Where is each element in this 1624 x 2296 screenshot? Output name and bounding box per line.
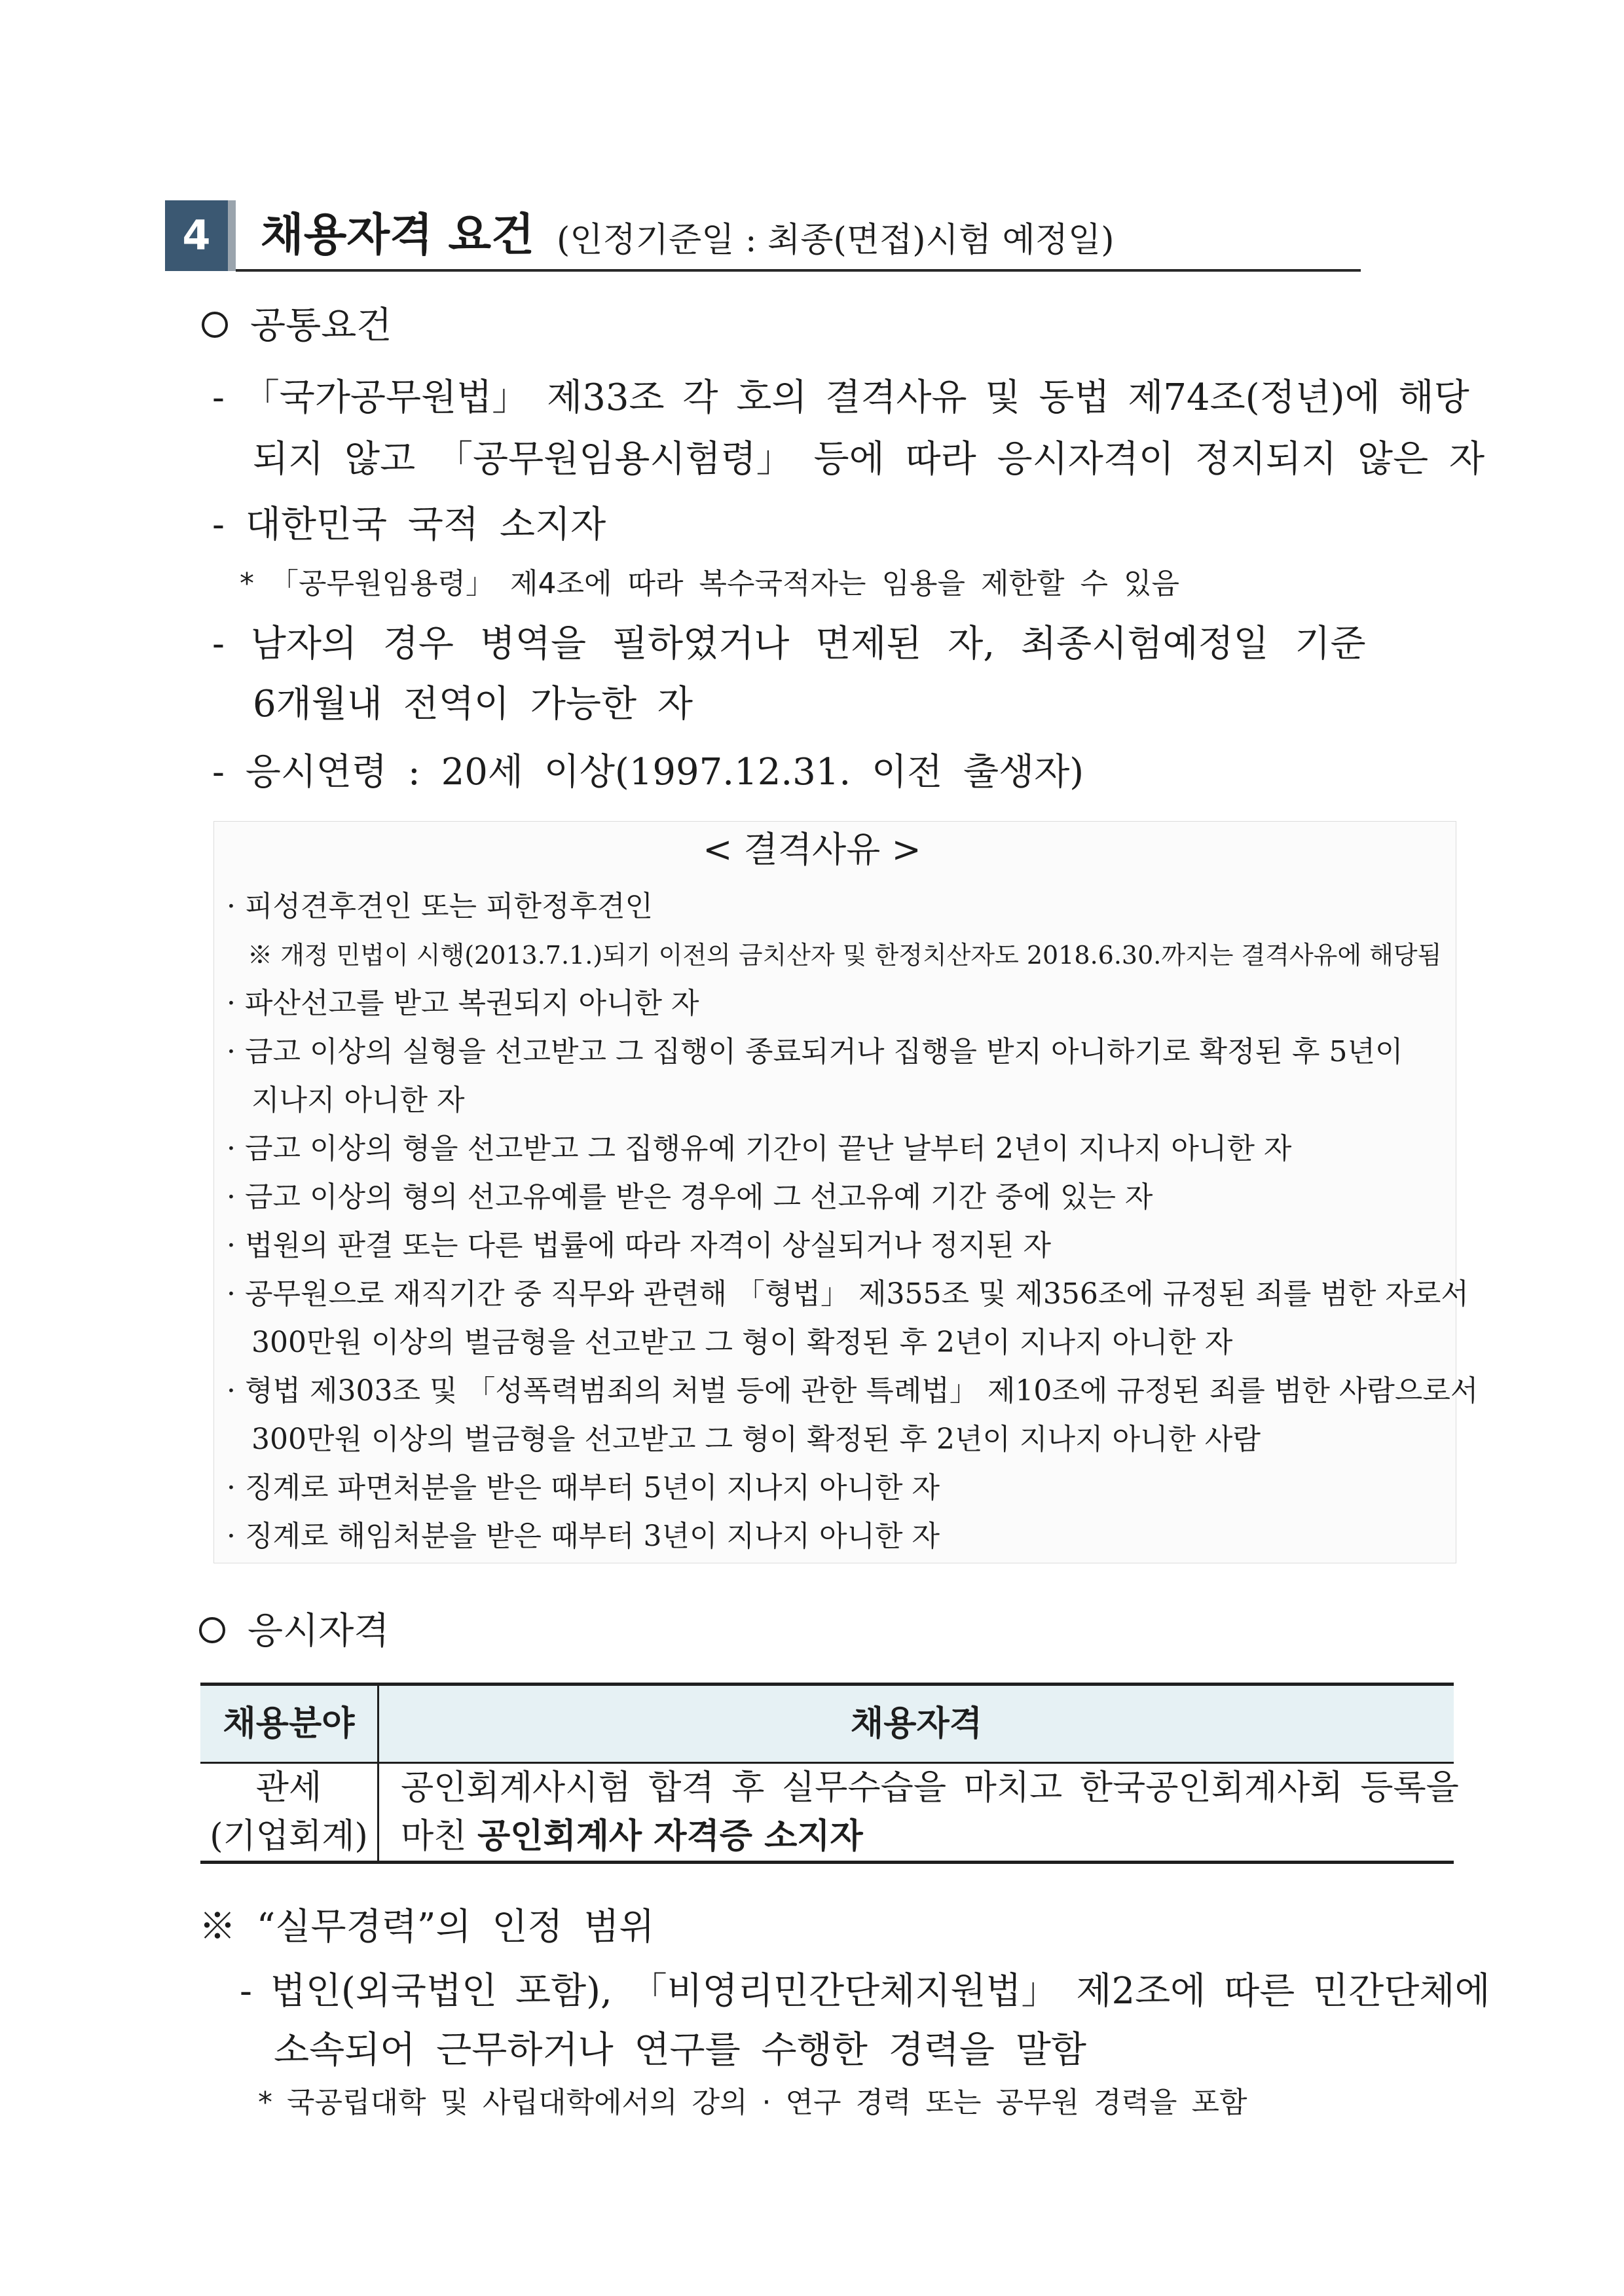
disqualification-line: · 징계로 파면처분을 받은 때부터 5년이 지나지 아니한 자 xyxy=(227,1471,940,1504)
disqualification-line: · 형법 제303조 및 「성폭력범죄의 처벌 등에 관한 특례법」 제10조에 규정된 죄를 범한 사람으로서 xyxy=(227,1374,1479,1408)
table-cell-qualification-line-1: 공인회계사시험 합격 후 실무수습을 마치고 한국공인회계사회 등록을 xyxy=(401,1768,1459,1808)
qualification-plain-text: 마친 xyxy=(401,1817,477,1856)
section-badge-shadow xyxy=(228,200,236,271)
eligibility-heading xyxy=(199,1605,389,1658)
disqualification-line: · 금고 이상의 형의 선고유예를 받은 경우에 그 선고유예 기간 중에 있는 자 xyxy=(227,1180,1153,1214)
common-item-2-note: * 「공무원임용령」 제4조에 따라 복수국적자는 임용을 제한할 수 있음 xyxy=(240,567,1179,600)
circle-bullet-icon xyxy=(199,1617,225,1643)
common-item-1-line-2: 되지 않고 「공무원임용시험령」 등에 따라 응시자격이 정지되지 않은 자 xyxy=(253,438,1485,481)
table-bottom-border xyxy=(200,1861,1454,1864)
experience-line-2: 소속되어 근무하거나 연구를 수행한 경력을 말함 xyxy=(274,2029,1086,2071)
qualification-bold-text: 공인회계사 자격증 소지자 xyxy=(477,1817,863,1856)
common-requirements-heading xyxy=(202,300,392,352)
common-item-2: - 대한민국 국적 소지자 xyxy=(212,503,606,546)
disqualification-line: · 파산선고를 받고 복권되지 아니한 자 xyxy=(227,987,699,1020)
common-item-3-line-1: - 남자의 경우 병역을 필하였거나 면제된 자, 최종시험예정일 기준 xyxy=(212,623,1366,665)
section-number-badge: 4 xyxy=(165,200,228,271)
table-cell-field-line-1: 관세 xyxy=(255,1768,322,1808)
table-cell-qualification-line-2 xyxy=(401,1812,863,1861)
disqualification-line: 지나지 아니한 자 xyxy=(251,1084,465,1117)
common-item-1-line-1: - 「국가공무원법」 제33조 각 호의 결격사유 및 동법 제74조(정년)에 해당 xyxy=(212,376,1469,419)
disqualification-line: 300만원 이상의 벌금형을 선고받고 그 형이 확정된 후 2년이 지나지 아니한 사람 xyxy=(251,1423,1261,1456)
eligibility-heading-text: 응시자격 xyxy=(248,1610,390,1652)
section-subtitle: (인정기준일 : 최종(면접)시험 예정일) xyxy=(557,221,1115,260)
section-title: 채용자격 요건 xyxy=(261,210,534,261)
common-item-3-line-2: 6개월내 전역이 가능한 자 xyxy=(253,683,693,725)
experience-line-1: - 법인(외국법인 포함), 「비영리민간단체지원법」 제2조에 따른 민간단체에 xyxy=(240,1970,1490,2013)
common-item-4: - 응시연령 : 20세 이상(1997.12.31. 이전 출생자) xyxy=(212,751,1084,793)
circle-bullet-icon xyxy=(202,312,228,338)
disqualification-line: · 금고 이상의 실형을 선고받고 그 집행이 종료되거나 집행을 받지 아니하기로 확정된 후 5년이 xyxy=(227,1035,1403,1068)
disqualification-title: < 결격사유 > xyxy=(703,829,921,870)
section-underline xyxy=(236,269,1361,272)
disqualification-line: ※ 개정 민법이 시행(2013.7.1.)되기 이전의 금치산자 및 한정치산자도 2018.6.30.까지는 결격사유에 해당됨 xyxy=(248,941,1442,970)
table-header-qualification: 채용자격 xyxy=(851,1704,982,1743)
table-cell-field-line-2: (기업회계) xyxy=(210,1817,368,1856)
disqualification-line: 300만원 이상의 벌금형을 선고받고 그 형이 확정된 후 2년이 지나지 아니한 자 xyxy=(251,1326,1233,1359)
common-heading-text: 공통요건 xyxy=(250,304,392,347)
experience-heading: ※ “실무경력”의 인정 범위 xyxy=(199,1906,655,1948)
experience-note: * 국공립대학 및 사립대학에서의 강의 · 연구 경력 또는 공무원 경력을 포함 xyxy=(258,2086,1247,2119)
disqualification-line: · 법원의 판결 또는 다른 법률에 따라 자격이 상실되거나 정지된 자 xyxy=(227,1229,1051,1262)
table-header-field: 채용분야 xyxy=(223,1704,355,1743)
disqualification-line: · 금고 이상의 형을 선고받고 그 집행유예 기간이 끝난 날부터 2년이 지나지 아니한 자 xyxy=(227,1132,1292,1165)
disqualification-line: · 피성견후견인 또는 피한정후견인 xyxy=(227,890,653,923)
disqualification-line: · 공무원으로 재직기간 중 직무와 관련해 「형법」 제355조 및 제356조에 규정된 죄를 범한 자로서 xyxy=(227,1277,1469,1311)
disqualification-line: · 징계로 해임처분을 받은 때부터 3년이 지나지 아니한 자 xyxy=(227,1520,940,1553)
